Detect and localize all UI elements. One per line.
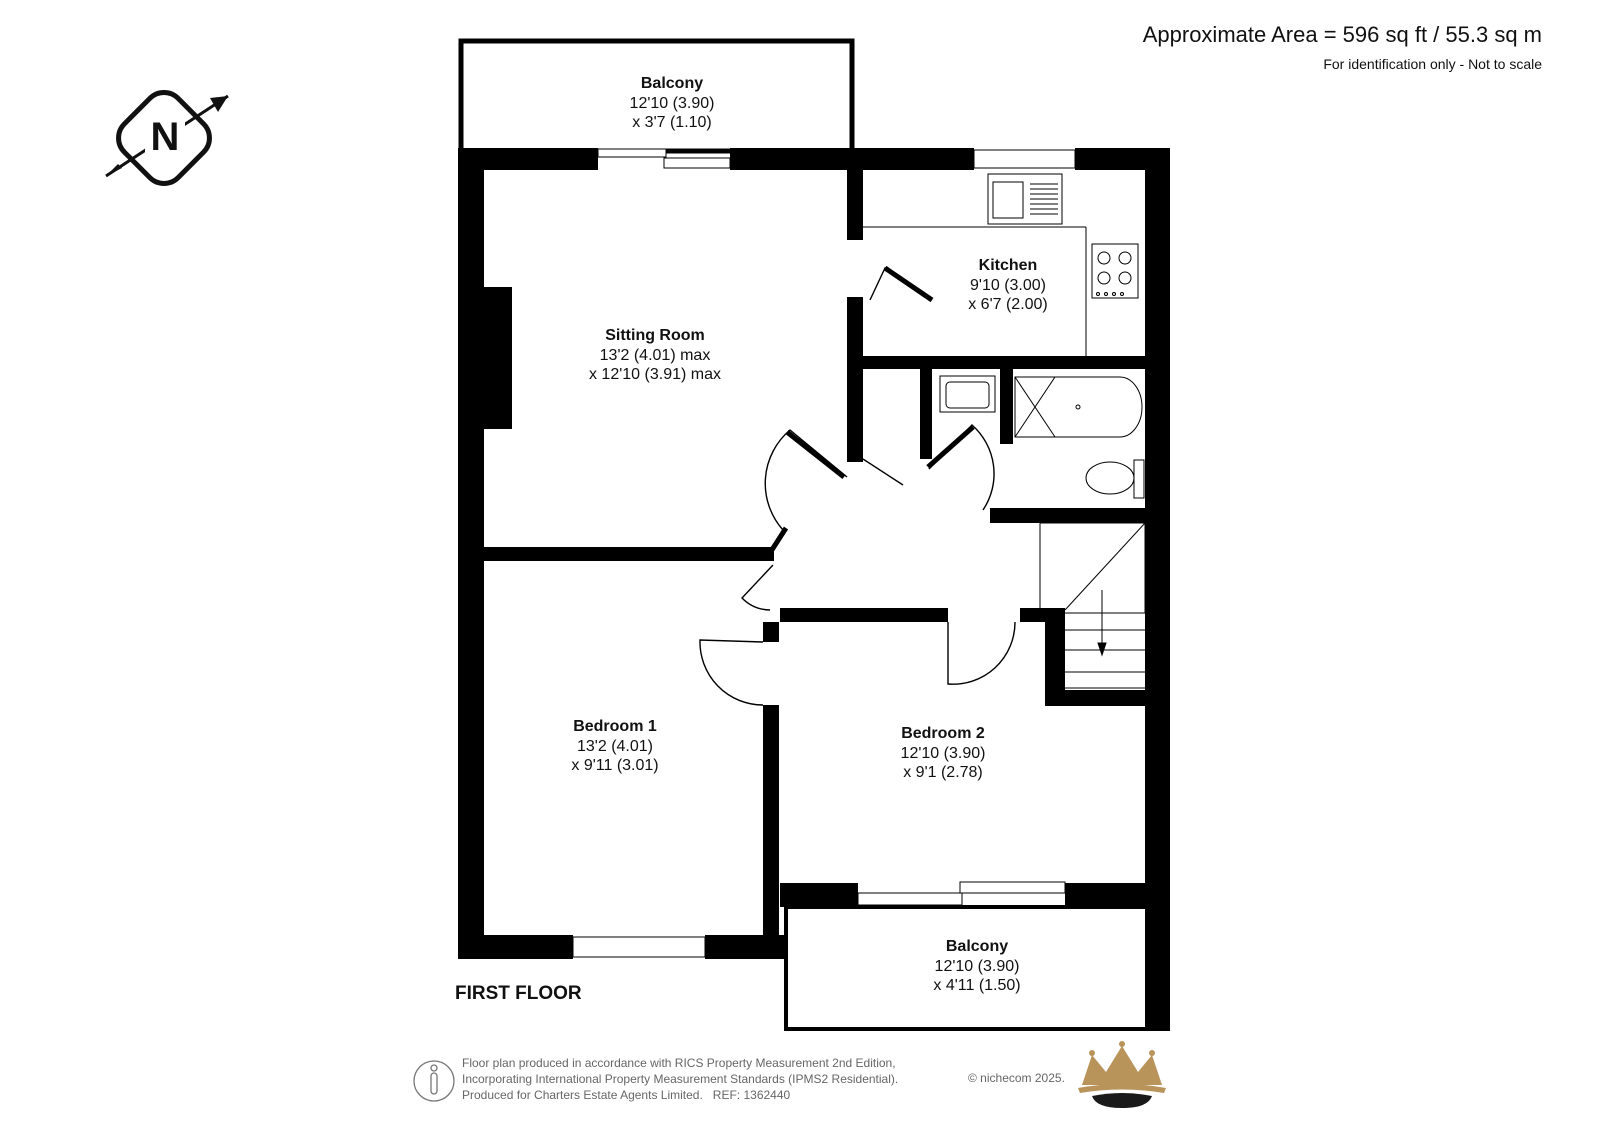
svg-text:12'10 (3.90): 12'10 (3.90) [900,745,986,762]
svg-text:x 12'10 (3.91) max: x 12'10 (3.91) max [588,366,722,383]
svg-text:Sitting Room: Sitting Room [605,327,705,344]
north-arrow-icon [106,84,228,191]
approximate-area: Approximate Area = 596 sq ft / 55.3 sq m [1142,22,1542,47]
room-label-bedroom-2 [901,725,986,781]
svg-text:x 4'11 (1.50): x 4'11 (1.50) [933,977,1021,994]
room-label-balcony-top [630,75,715,131]
svg-text:12'10 (3.90): 12'10 (3.90) [629,95,715,112]
svg-text:x 3'7 (1.10): x 3'7 (1.10) [632,114,712,131]
compass-letter: N [150,115,180,159]
room-label-kitchen [968,257,1048,313]
svg-text:13'2 (4.01) max: 13'2 (4.01) max [599,347,711,364]
scale-note: For identification only - Not to scale [1323,56,1542,72]
bathroom-fittings [940,376,1144,498]
room-label-bedroom-1 [571,718,658,774]
svg-text:x 6'7 (2.00): x 6'7 (2.00) [968,296,1048,313]
svg-text:12'10 (3.90): 12'10 (3.90) [934,958,1020,975]
footer-line-3 [462,1087,898,1103]
svg-text:13'2 (4.01): 13'2 (4.01) [577,738,653,755]
svg-text:Balcony: Balcony [640,75,704,92]
bath-icon [1015,377,1142,437]
footer-ref: REF: 1362440 [712,1088,791,1102]
sink-icon [1030,184,1058,214]
room-label-sitting-room [589,327,721,383]
svg-text:Kitchen: Kitchen [978,257,1038,274]
hob-icon [1092,244,1138,298]
agent-logo-icon [1078,1041,1166,1108]
footer-produced-for: Produced for Charters Estate Agents Limited. [462,1088,703,1102]
footer-copyright: © nichecom 2025. [968,1071,1065,1085]
floor-label: FIRST FLOOR [455,983,582,1004]
footer-line-1: Floor plan produced in accordance with RICS Property Measurement 2nd Edition, [462,1056,896,1070]
svg-text:x 9'1 (2.78): x 9'1 (2.78) [903,764,983,781]
basin-icon [940,376,995,412]
svg-text:x 9'11 (3.01): x 9'11 (3.01) [571,757,659,774]
footer-notes [462,1055,898,1103]
room-label-balcony-bottom [933,938,1020,994]
person-icon [414,1061,454,1101]
walls [458,148,1170,1031]
svg-text:9'10 (3.00): 9'10 (3.00) [970,277,1046,294]
svg-text:Bedroom 1: Bedroom 1 [573,718,657,735]
toilet-icon [1086,460,1144,498]
svg-text:Balcony: Balcony [945,938,1009,955]
svg-text:Bedroom 2: Bedroom 2 [901,725,985,742]
footer-line-2: Incorporating International Property Measurement Standards (IPMS2 Residential). [462,1072,899,1086]
